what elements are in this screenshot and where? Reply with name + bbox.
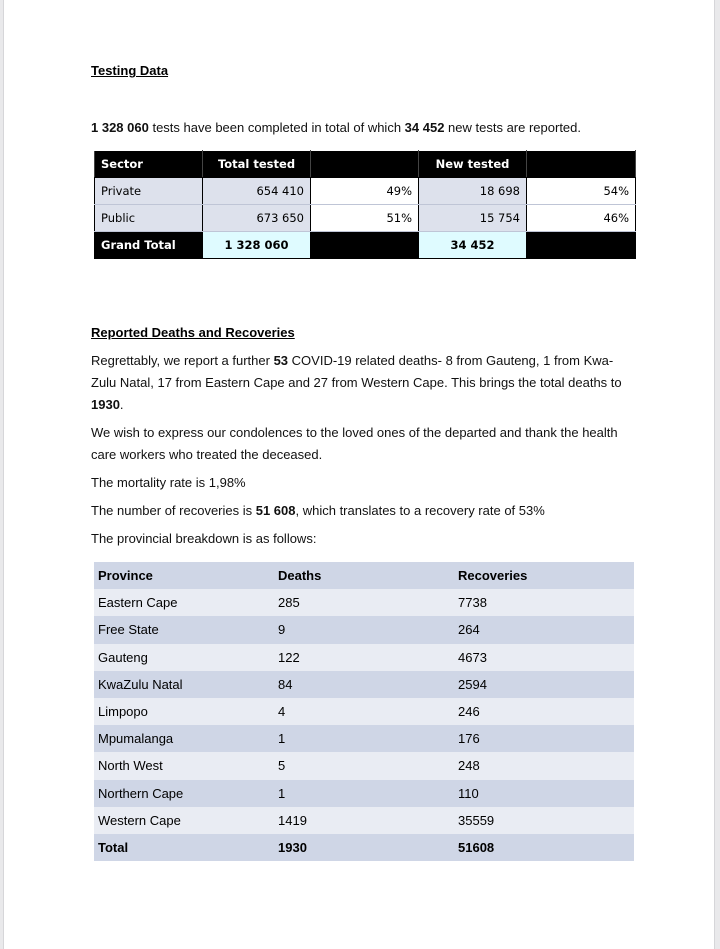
total-deaths: 1930 (274, 834, 454, 861)
recoveries-cell: 35559 (454, 807, 634, 834)
deaths-heading: Reported Deaths and Recoveries (91, 325, 295, 340)
new-tested-cell: 18 698 (419, 178, 527, 205)
province-table (94, 562, 634, 861)
recoveries-cell: 7738 (454, 589, 634, 616)
testing-table (94, 150, 636, 259)
new-tested-cell: 15 754 (419, 205, 527, 232)
table-row (94, 589, 634, 616)
recoveries-paragraph (91, 500, 632, 522)
province-name: Northern Cape (94, 780, 274, 807)
deaths-cell: 9 (274, 616, 454, 643)
total-tested-cell: 673 650 (203, 205, 311, 232)
total-tested-cell: 654 410 (203, 178, 311, 205)
deaths-cell: 1419 (274, 807, 454, 834)
grand-total-row (95, 232, 636, 259)
province-name: North West (94, 752, 274, 779)
province-name: Western Cape (94, 807, 274, 834)
header-blank-2 (527, 151, 636, 178)
deaths-cell: 1 (274, 725, 454, 752)
province-name: Limpopo (94, 698, 274, 725)
header-deaths: Deaths (274, 562, 454, 589)
header-blank-1 (311, 151, 419, 178)
table-row (94, 698, 634, 725)
deaths-paragraph (91, 350, 632, 416)
province-name: KwaZulu Natal (94, 671, 274, 698)
header-new-tested: New tested (419, 151, 527, 178)
deaths-cell: 5 (274, 752, 454, 779)
table-row (94, 671, 634, 698)
summary-text-mid: tests have been completed in total of which (148, 120, 405, 135)
table-row (94, 725, 634, 752)
header-sector: Sector (95, 151, 203, 178)
testing-data-heading: Testing Data (91, 63, 169, 78)
recoveries-cell: 2594 (454, 671, 634, 698)
grand-total-label: Grand Total (95, 232, 203, 259)
table-row (94, 807, 634, 834)
province-name: Mpumalanga (94, 725, 274, 752)
sector-cell: Private (95, 178, 203, 205)
total-pct-cell: 51% (311, 205, 419, 232)
deaths-cell: 122 (274, 644, 454, 671)
header-province: Province (94, 562, 274, 589)
deaths-cell: 84 (274, 671, 454, 698)
table-row (94, 780, 634, 807)
header-recoveries: Recoveries (454, 562, 634, 589)
header-total-tested: Total tested (203, 151, 311, 178)
table-row (94, 752, 634, 779)
grand-total-blank-1 (311, 232, 419, 259)
province-total-row (94, 834, 634, 861)
province-name: Gauteng (94, 644, 274, 671)
recoveries-cell: 264 (454, 616, 634, 643)
breakdown-intro: The provincial breakdown is as follows: (91, 531, 317, 546)
grand-total-new: 34 452 (419, 232, 527, 259)
deaths-cell: 4 (274, 698, 454, 725)
table-row (94, 616, 634, 643)
recoveries-text-a: The number of recoveries is (91, 503, 256, 518)
mortality-rate-paragraph: The mortality rate is 1,98% (91, 475, 246, 490)
deaths-cell: 285 (274, 589, 454, 616)
total-pct-cell: 49% (311, 178, 419, 205)
table-row (94, 644, 634, 671)
recoveries-cell: 246 (454, 698, 634, 725)
province-table-header (94, 562, 634, 589)
deaths-cell: 1 (274, 780, 454, 807)
grand-total-blank-2 (527, 232, 636, 259)
testing-table-header (95, 151, 636, 178)
document-page (3, 0, 715, 949)
condolences-paragraph: We wish to express our condolences to the loved ones of the departed and thank the health care workers who treated the deceased. (91, 425, 618, 462)
recoveries-cell: 4673 (454, 644, 634, 671)
grand-total-tested: 1 328 060 (203, 232, 311, 259)
summary-text-end: new tests are reported. (444, 120, 582, 135)
deaths-text-c: . (119, 397, 124, 412)
recoveries-text-b: , which translates to a recovery rate of 53% (295, 503, 545, 518)
testing-summary (91, 117, 632, 139)
recoveries-cell: 248 (454, 752, 634, 779)
table-row (95, 178, 636, 205)
sector-cell: Public (95, 205, 203, 232)
deaths-text-a: Regrettably, we report a further (91, 353, 274, 368)
new-deaths-count: 53 (273, 353, 289, 368)
total-deaths-value: 1930 (91, 397, 120, 412)
new-tests-value: 34 452 (404, 120, 445, 135)
province-name: Eastern Cape (94, 589, 274, 616)
table-row (95, 205, 636, 232)
deaths-text-b: COVID-19 related deaths- 8 from Gauteng, 1 from Kwa-Zulu Natal, 17 from Eastern Cape and 27 from Western Cape. This brings the total deaths to (91, 353, 622, 390)
new-pct-cell: 46% (527, 205, 636, 232)
total-recoveries: 51608 (454, 834, 634, 861)
new-pct-cell: 54% (527, 178, 636, 205)
recoveries-cell: 110 (454, 780, 634, 807)
recoveries-value: 51 608 (255, 503, 296, 518)
deaths-text-block (91, 350, 632, 550)
total-label: Total (94, 834, 274, 861)
total-tests-value: 1 328 060 (91, 120, 149, 135)
recoveries-cell: 176 (454, 725, 634, 752)
province-name: Free State (94, 616, 274, 643)
